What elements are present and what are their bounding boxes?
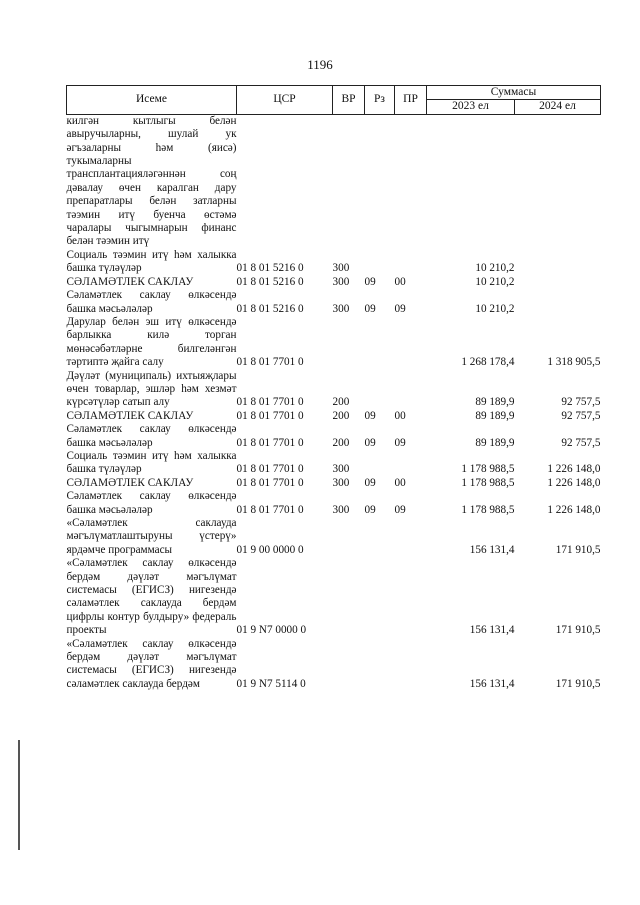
cell-rz <box>365 249 395 276</box>
cell-name: килгән кытлыгы белән авыручыларны, шулай ук әгъзаларны һәм (яисә) тукымаларны трансплантацияләгәннән соң дәвалау өчен каралган дару препаратлары белән затларны тәэмин итү буенча өстәмә чаралары чыгымнарын финанс белән тәэмин итү <box>66 114 237 248</box>
cell-pr: 00 <box>394 409 406 422</box>
cell-pr <box>395 370 427 410</box>
table-row <box>67 114 601 249</box>
cell-y2024: 1 226 148,0 <box>547 476 601 489</box>
cell-vr: 300 <box>332 262 350 275</box>
cell-vr <box>333 114 365 249</box>
cell-y2023 <box>427 114 515 249</box>
cell-y2024: 171 910,5 <box>555 677 601 690</box>
cell-y2023: 89 189,9 <box>475 409 515 422</box>
cell-name: Сәламәтлек саклау өлкәсендә башка мәсьәләләр <box>66 490 237 516</box>
cell-y2023: 156 131,4 <box>469 624 515 637</box>
cell-name: Дәүләт (муниципаль) ихтыяҗлары өчен товарлар, эшләр һәм хезмәт күрсәтүләр сатып алу <box>66 369 237 409</box>
cell-y2023: 89 189,9 <box>475 396 515 409</box>
cell-csr: 01 8 01 5216 0 <box>236 262 304 275</box>
table-row <box>67 423 601 450</box>
cell-rz <box>365 370 395 410</box>
header-csr: ЦСР <box>237 86 333 115</box>
cell-y2023: 10 210,2 <box>475 302 515 315</box>
header-year-2023: 2023 ел <box>427 100 515 114</box>
cell-y2023: 1 178 988,5 <box>461 463 515 476</box>
cell-y2023: 1 268 178,4 <box>461 356 515 369</box>
cell-y2023: 156 131,4 <box>469 543 515 556</box>
cell-rz <box>365 557 395 637</box>
header-sums: Суммасы <box>427 86 601 100</box>
table-row <box>67 249 601 276</box>
table-header <box>67 86 601 115</box>
cell-vr: 200 <box>332 409 350 422</box>
cell-pr <box>395 557 427 637</box>
cell-y2023: 10 210,2 <box>475 262 515 275</box>
cell-pr <box>395 249 427 276</box>
cell-csr: 01 8 01 7701 0 <box>236 396 304 409</box>
cell-name: СӘЛАМӘТЛЕК САКЛАУ <box>66 275 194 288</box>
cell-vr <box>333 557 365 637</box>
cell-y2024: 92 757,5 <box>561 409 601 422</box>
cell-vr <box>333 316 365 370</box>
cell-rz <box>365 114 395 249</box>
cell-pr: 09 <box>394 503 406 516</box>
cell-name: «Сәламәтлек саклау өлкәсендә бердәм дәүләт мәгълүмат системасы (ЕГИСЗ) нигезендә сәламәтлек саклауда бердәм цифрлы контур булдыру» федераль проекты <box>66 557 237 637</box>
cell-csr: 01 8 01 7701 0 <box>236 409 304 422</box>
cell-rz <box>365 450 395 477</box>
cell-rz: 09 <box>364 476 376 489</box>
table-row <box>67 410 601 423</box>
cell-rz <box>365 316 395 370</box>
header-pr: ПР <box>395 86 427 115</box>
cell-name: «Сәламәтлек саклауда мәгълүматлаштыруны үстерү» ярдәмче программасы <box>66 517 237 556</box>
cell-pr: 00 <box>394 476 406 489</box>
cell-y2024: 92 757,5 <box>561 436 601 449</box>
cell-y2023: 89 189,9 <box>475 436 515 449</box>
table-row <box>67 477 601 490</box>
cell-pr <box>395 450 427 477</box>
header-rz: Рз <box>365 86 395 115</box>
cell-vr: 300 <box>332 275 350 288</box>
cell-vr: 200 <box>332 396 350 409</box>
cell-rz: 09 <box>364 302 376 315</box>
cell-vr <box>333 517 365 557</box>
table-row <box>67 638 601 692</box>
cell-rz: 09 <box>364 503 376 516</box>
header-name: Исеме <box>67 86 237 115</box>
cell-name: «Сәламәтлек саклау өлкәсендә бердәм дәүләт мәгълүмат системасы (ЕГИСЗ) нигезендә сәламәтлек саклауда бердәм <box>66 637 237 690</box>
cell-rz: 09 <box>364 275 376 288</box>
cell-y2024 <box>515 276 601 289</box>
cell-pr: 09 <box>394 302 406 315</box>
page-number: 1196 <box>307 57 333 72</box>
cell-csr: 01 8 01 7701 0 <box>236 463 304 476</box>
scan-margin-line <box>18 740 20 850</box>
cell-y2024 <box>515 114 601 249</box>
cell-csr: 01 8 01 7701 0 <box>236 356 304 369</box>
cell-csr: 01 9 N7 0000 0 <box>236 624 307 637</box>
table-row <box>67 557 601 637</box>
cell-rz: 09 <box>364 409 376 422</box>
cell-csr: 01 8 01 7701 0 <box>236 503 304 516</box>
table-body <box>67 114 601 691</box>
cell-csr: 01 8 01 7701 0 <box>236 436 304 449</box>
cell-rz <box>365 517 395 557</box>
table-row <box>67 289 601 316</box>
cell-csr <box>237 114 333 249</box>
cell-csr: 01 8 01 5216 0 <box>236 302 304 315</box>
cell-y2024: 171 910,5 <box>555 543 601 556</box>
cell-y2024: 1 226 148,0 <box>547 463 601 476</box>
cell-pr <box>395 638 427 692</box>
cell-rz <box>365 638 395 692</box>
table-row <box>67 370 601 410</box>
cell-csr: 01 9 00 0000 0 <box>236 543 304 556</box>
cell-y2023: 1 178 988,5 <box>461 476 515 489</box>
cell-name: Социаль тәэмин итү һәм халыкка башка түләүләр <box>66 248 237 275</box>
cell-name: СӘЛАМӘТЛЕК САКЛАУ <box>66 476 194 489</box>
cell-csr: 01 8 01 5216 0 <box>236 275 304 288</box>
cell-y2024: 171 910,5 <box>555 624 601 637</box>
cell-y2023: 10 210,2 <box>475 275 515 288</box>
header-vr: ВР <box>333 86 365 115</box>
table-row <box>67 276 601 289</box>
table-row <box>67 490 601 517</box>
cell-name: Сәламәтлек саклау өлкәсендә башка мәсьәләләр <box>66 423 237 449</box>
cell-y2023: 1 178 988,5 <box>461 503 515 516</box>
cell-vr: 300 <box>332 503 350 516</box>
budget-table <box>66 85 601 691</box>
cell-pr <box>395 316 427 370</box>
cell-name: Дарулар белән эш итү өлкәсендә барлыкка килә торган мөнәсәбәтләрне билгеләнгән тәртиптә җайга салу <box>66 315 237 369</box>
table-row <box>67 316 601 370</box>
cell-pr <box>395 517 427 557</box>
cell-rz: 09 <box>364 436 376 449</box>
cell-pr <box>395 114 427 249</box>
cell-vr: 200 <box>332 436 350 449</box>
cell-vr <box>333 638 365 692</box>
cell-y2024: 1 318 905,5 <box>547 356 601 369</box>
table-row <box>67 517 601 557</box>
header-year-2024: 2024 ел <box>515 100 601 114</box>
cell-y2024: 1 226 148,0 <box>547 503 601 516</box>
cell-vr: 300 <box>332 463 350 476</box>
cell-vr: 300 <box>332 476 350 489</box>
table-row <box>67 450 601 477</box>
cell-y2024 <box>515 249 601 276</box>
cell-vr: 300 <box>332 302 350 315</box>
cell-y2024: 92 757,5 <box>561 396 601 409</box>
cell-csr: 01 8 01 7701 0 <box>236 476 304 489</box>
cell-pr: 00 <box>394 275 406 288</box>
cell-csr: 01 9 N7 5114 0 <box>236 677 306 690</box>
cell-y2024 <box>515 289 601 316</box>
cell-pr: 09 <box>394 436 406 449</box>
cell-y2023: 156 131,4 <box>469 677 515 690</box>
cell-name: Сәламәтлек саклау өлкәсендә башка мәсьәләләр <box>66 289 237 315</box>
cell-name: Социаль тәэмин итү һәм халыкка башка түләүләр <box>66 449 237 476</box>
cell-name: СӘЛАМӘТЛЕК САКЛАУ <box>66 409 194 422</box>
